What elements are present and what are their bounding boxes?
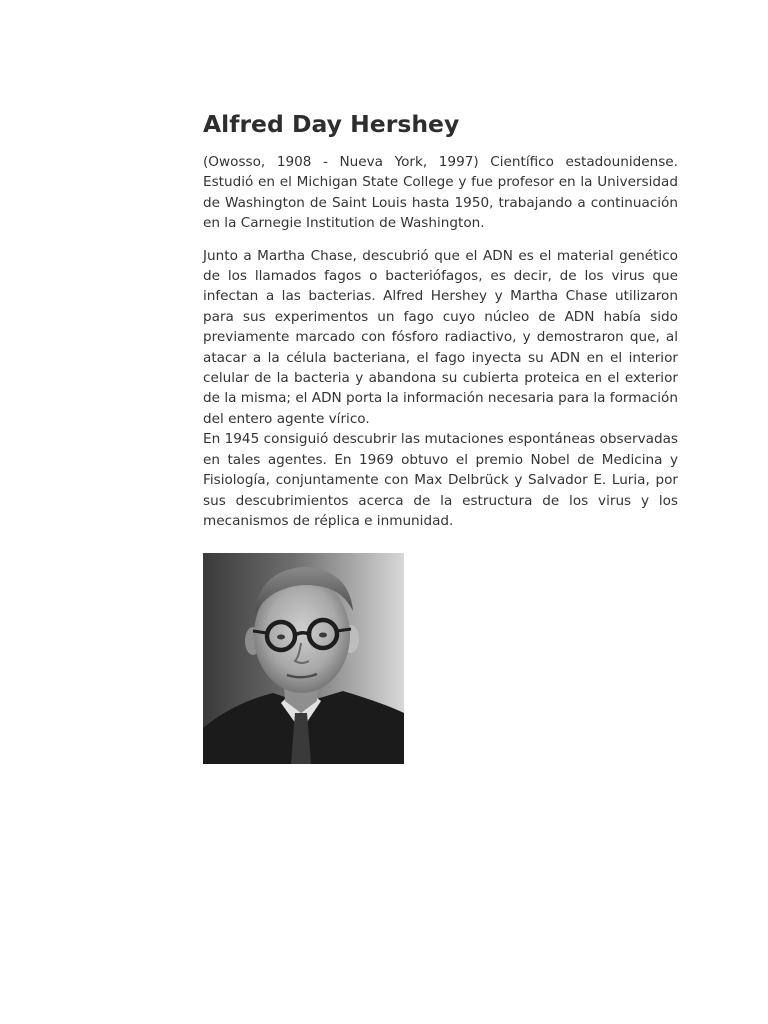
portrait-icon bbox=[203, 553, 404, 764]
paragraph-nobel: En 1945 consiguió descubrir las mutaciones espontáneas observadas en tales agentes. En 1969 obtuvo el premio Nobel de Medicina y Fisiología, conjuntamente con Max Delbrück y Salvador E. Luria, por sus descubrimientos acerca de la estructura de los virus y los mecanismos de réplica e inmunidad. bbox=[203, 431, 678, 529]
paragraph-biography: (Owosso, 1908 - Nueva York, 1997) Científico estadounidense. Estudió en el Michigan State College y fue profesor en la Universidad de Washington de Saint Louis hasta 1950, trabajando a continuación en la Carnegie Institution de Washington. bbox=[203, 154, 678, 232]
portrait-photo bbox=[203, 553, 404, 764]
article bbox=[203, 108, 678, 531]
paragraph-discovery: Junto a Martha Chase, descubrió que el ADN es el material genético de los llamados fagos o bacteriófagos, es decir, de los virus que infectan a las bacterias. Alfred Hershey y Martha Chase utilizaron para sus experimentos un fago cuyo núcleo de ADN había sido previamente marcado con fósforo radiactivo, y demostraron que, al atacar a la célula bacteriana, el fago inyecta su ADN en el interior celular de la bacteria y abandona su cubierta proteica en el exterior de la misma; el ADN porta la información necesaria para la formación del entero agente vírico. bbox=[203, 247, 678, 427]
article-title: Alfred Day Hershey bbox=[203, 110, 460, 138]
